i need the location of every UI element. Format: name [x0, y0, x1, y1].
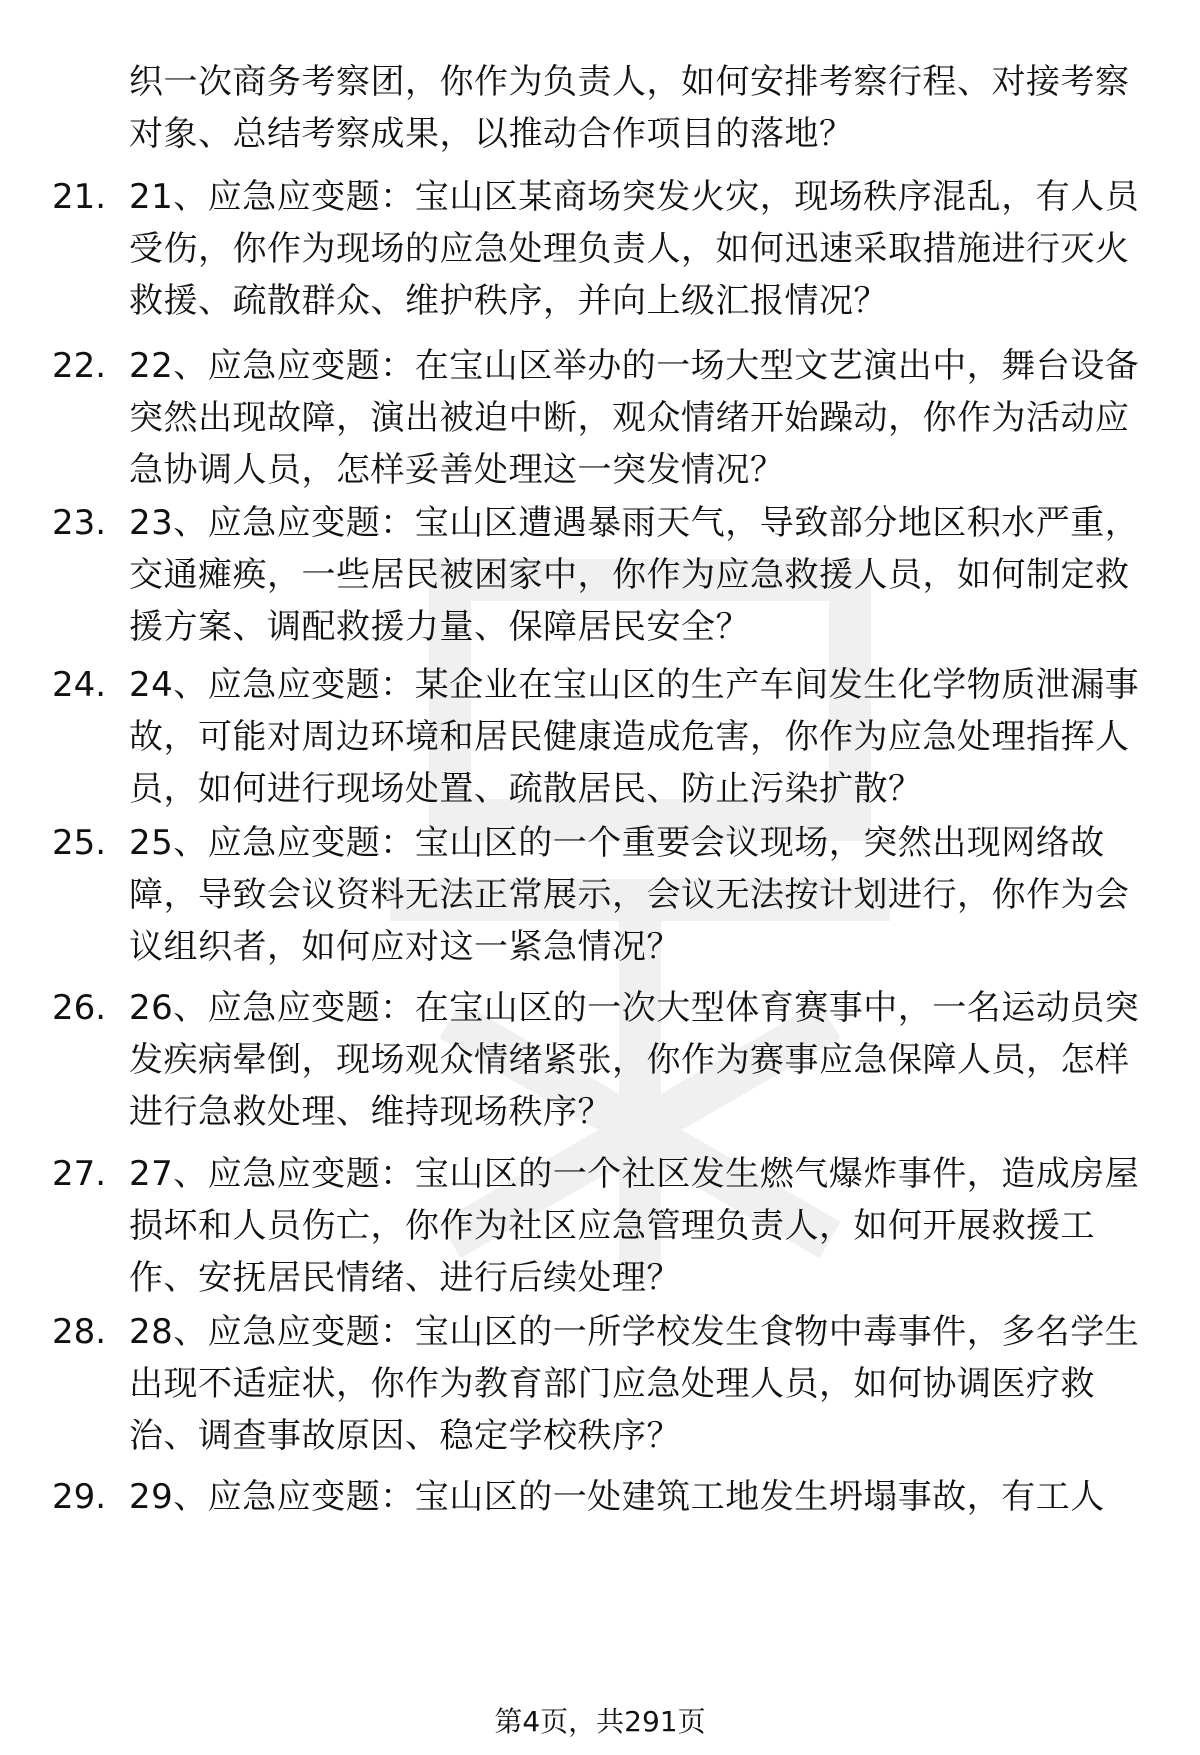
continued-question-text: 织一次商务考察团，你作为负责人，如何安排考察行程、对接考察对象、总结考察成果，以推动合作项目的落地？	[129, 62, 1130, 154]
question-text: 22、应急应变题：在宝山区举办的一场大型文艺演出中，舞台设备突然出现故障，演出被迫中断，观众情绪开始躁动，你作为活动应急协调人员，怎样妥善处理这一突发情况？	[129, 346, 1140, 490]
list-number: 29.	[52, 1477, 107, 1517]
question-item	[0, 1148, 1200, 1318]
question-text: 29、应急应变题：宝山区的一处建筑工地发生坍塌事故，有工人	[129, 1477, 1105, 1517]
question-text: 25、应急应变题：宝山区的一个重要会议现场，突然出现网络故障，导致会议资料无法正常展示，会议无法按计划进行，你作为会议组织者，如何应对这一紧急情况？	[129, 823, 1130, 967]
list-number: 25.	[52, 823, 107, 863]
question-text: 23、应急应变题：宝山区遭遇暴雨天气，导致部分地区积水严重，交通瘫痪，一些居民被困家中，你作为应急救援人员，如何制定救援方案、调配救援力量、保障居民安全？	[129, 503, 1140, 647]
list-number: 28.	[52, 1312, 107, 1352]
question-item	[0, 340, 1200, 510]
list-number: 21.	[52, 177, 107, 217]
question-text: 27、应急应变题：宝山区的一个社区发生燃气爆炸事件，造成房屋损坏和人员伤亡，你作为社区应急管理负责人，如何开展救援工作、安抚居民情绪、进行后续处理？	[129, 1154, 1140, 1298]
question-text: 21、应急应变题：宝山区某商场突发火灾，现场秩序混乱，有人员受伤，你作为现场的应急处理负责人，如何迅速采取措施进行灭火救援、疏散群众、维护秩序，并向上级汇报情况？	[129, 177, 1140, 321]
question-item	[0, 982, 1200, 1152]
question-item	[0, 817, 1200, 987]
list-number: 27.	[52, 1154, 107, 1194]
question-item	[0, 171, 1200, 341]
list-number: 26.	[52, 988, 107, 1028]
question-item	[0, 659, 1200, 829]
question-item	[0, 1306, 1200, 1476]
question-item	[0, 497, 1200, 667]
list-number: 23.	[52, 503, 107, 543]
question-item	[0, 1471, 1200, 1531]
page-footer: 第4页，共291页	[494, 1705, 706, 1738]
question-text: 24、应急应变题：某企业在宝山区的生产车间发生化学物质泄漏事故，可能对周边环境和居民健康造成危害，你作为应急处理指挥人员，如何进行现场处置、疏散居民、防止污染扩散？	[129, 665, 1140, 809]
list-number: 24.	[52, 665, 107, 705]
list-number: 22.	[52, 346, 107, 386]
question-text: 28、应急应变题：宝山区的一所学校发生食物中毒事件，多名学生出现不适症状，你作为教育部门应急处理人员，如何协调医疗救治、调查事故原因、稳定学校秩序？	[129, 1312, 1140, 1456]
question-text: 26、应急应变题：在宝山区的一次大型体育赛事中，一名运动员突发疾病晕倒，现场观众情绪紧张，你作为赛事应急保障人员，怎样进行急救处理、维持现场秩序？	[129, 988, 1140, 1132]
